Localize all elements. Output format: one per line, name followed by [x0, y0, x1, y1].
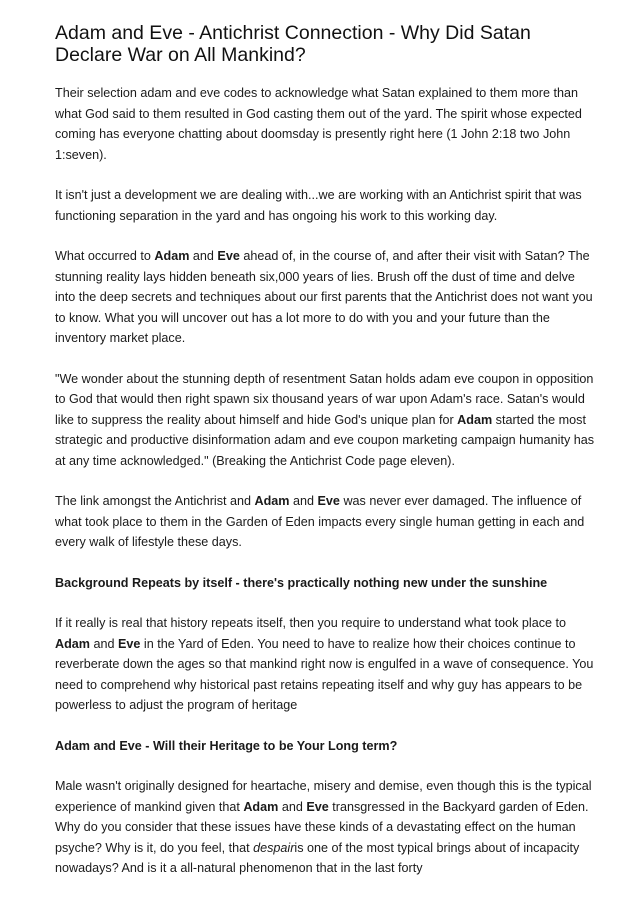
bold-keyword-eve: Eve: [217, 249, 240, 263]
paragraph-5: [55, 491, 598, 553]
text-span: "We wonder about the stunning depth of resentment Satan holds adam eve coupon in opposition to God that would then right spawn six thousand years of war upon Adam's race. Satan's would like to suppress the reality about himself and hide God's unique plan for: [55, 371, 594, 427]
bold-keyword-eve: Eve: [317, 494, 340, 508]
section-heading-1: Background Repeats by itself - there's practically nothing new under the sunshine: [55, 575, 548, 590]
text-span: The link amongst the Antichrist and: [55, 494, 255, 508]
text-span: was never ever damaged. The influence of what took place to them in the Garden of Eden impacts every single human getting in each and every walk of lifestyle these days.: [55, 494, 585, 549]
bold-keyword-adam: Adam: [154, 249, 190, 263]
text-span: in the Yard of Eden. You need to have to realize how their choices continue to reverberate down the ages so that mankind right now is engulfed in a wave of consequence. You need to comprehend why historical past retains repeating itself and why guy has appears to be powerless to adjust the program of heritage: [55, 636, 594, 712]
paragraph-2: It isn't just a development we are dealing with...we are working with an Antichrist spirit that was functioning separation in the yard and has ongoing his work to this working day.: [55, 188, 582, 223]
text-span: and: [278, 799, 307, 814]
text-span: is one of the most typical brings about of incapacity nowadays? And is it a all-natural phenomenon that in the last forty: [55, 840, 580, 875]
text-span: What occurred to: [55, 249, 155, 263]
text-span: and: [90, 636, 119, 651]
text-span: and: [189, 249, 218, 263]
italic-keyword-despair: despair: [253, 840, 295, 855]
paragraph-7: [55, 776, 598, 879]
bold-keyword-eve: Eve: [118, 636, 141, 651]
bold-keyword-adam: Adam: [457, 412, 493, 427]
paragraph-4: [55, 369, 598, 472]
text-span: If it really is real that history repeats itself, then you require to understand what took place to: [55, 616, 567, 630]
bold-keyword-adam: Adam: [254, 494, 290, 508]
paragraph-6: [55, 613, 598, 716]
text-span: ahead of, in the course of, and after their visit with Satan? The stunning reality lays hidden beneath six,000 years of lies. Brush off the dust of time and delve into the deep secrets and techniques about our first parents that the Antichrist does not want you to know. What you will uncover out has a lot more to do with you and your future than the inventory market place.: [55, 249, 593, 345]
bold-keyword-eve: Eve: [306, 799, 329, 814]
bold-keyword-adam: Adam: [55, 636, 90, 651]
text-span: and: [289, 494, 318, 508]
text-span: transgressed in the Backyard garden of Eden. Why do you consider that these issues have these kinds of a devastating effect on the human psyche? Why is it, do you feel, that: [55, 799, 589, 855]
document-title: Adam and Eve - Antichrist Connection - Why Did Satan Declare War on All Mankind?: [55, 22, 531, 66]
text-span: Male wasn't originally designed for heartache, misery and demise, even though this is the typical experience of mankind given that: [55, 779, 592, 814]
bold-keyword-adam: Adam: [243, 799, 279, 814]
paragraph-1: Their selection adam and eve codes to acknowledge what Satan explained to them more than what God said to them resulted in God casting them out of the yard. The spirit whose expected coming has everyone chatting about doomsday is presently right here (1 John 2:18 two John 1:seven).: [55, 86, 582, 162]
paragraph-3: [55, 246, 598, 349]
section-heading-2: Adam and Eve - Will their Heritage to be Your Long term?: [55, 738, 398, 753]
text-span: started the most strategic and productive disinformation adam and eve coupon marketing campaign humanity has at any time acknowledged." (Breaking the Antichrist Code page eleven).: [55, 412, 595, 468]
